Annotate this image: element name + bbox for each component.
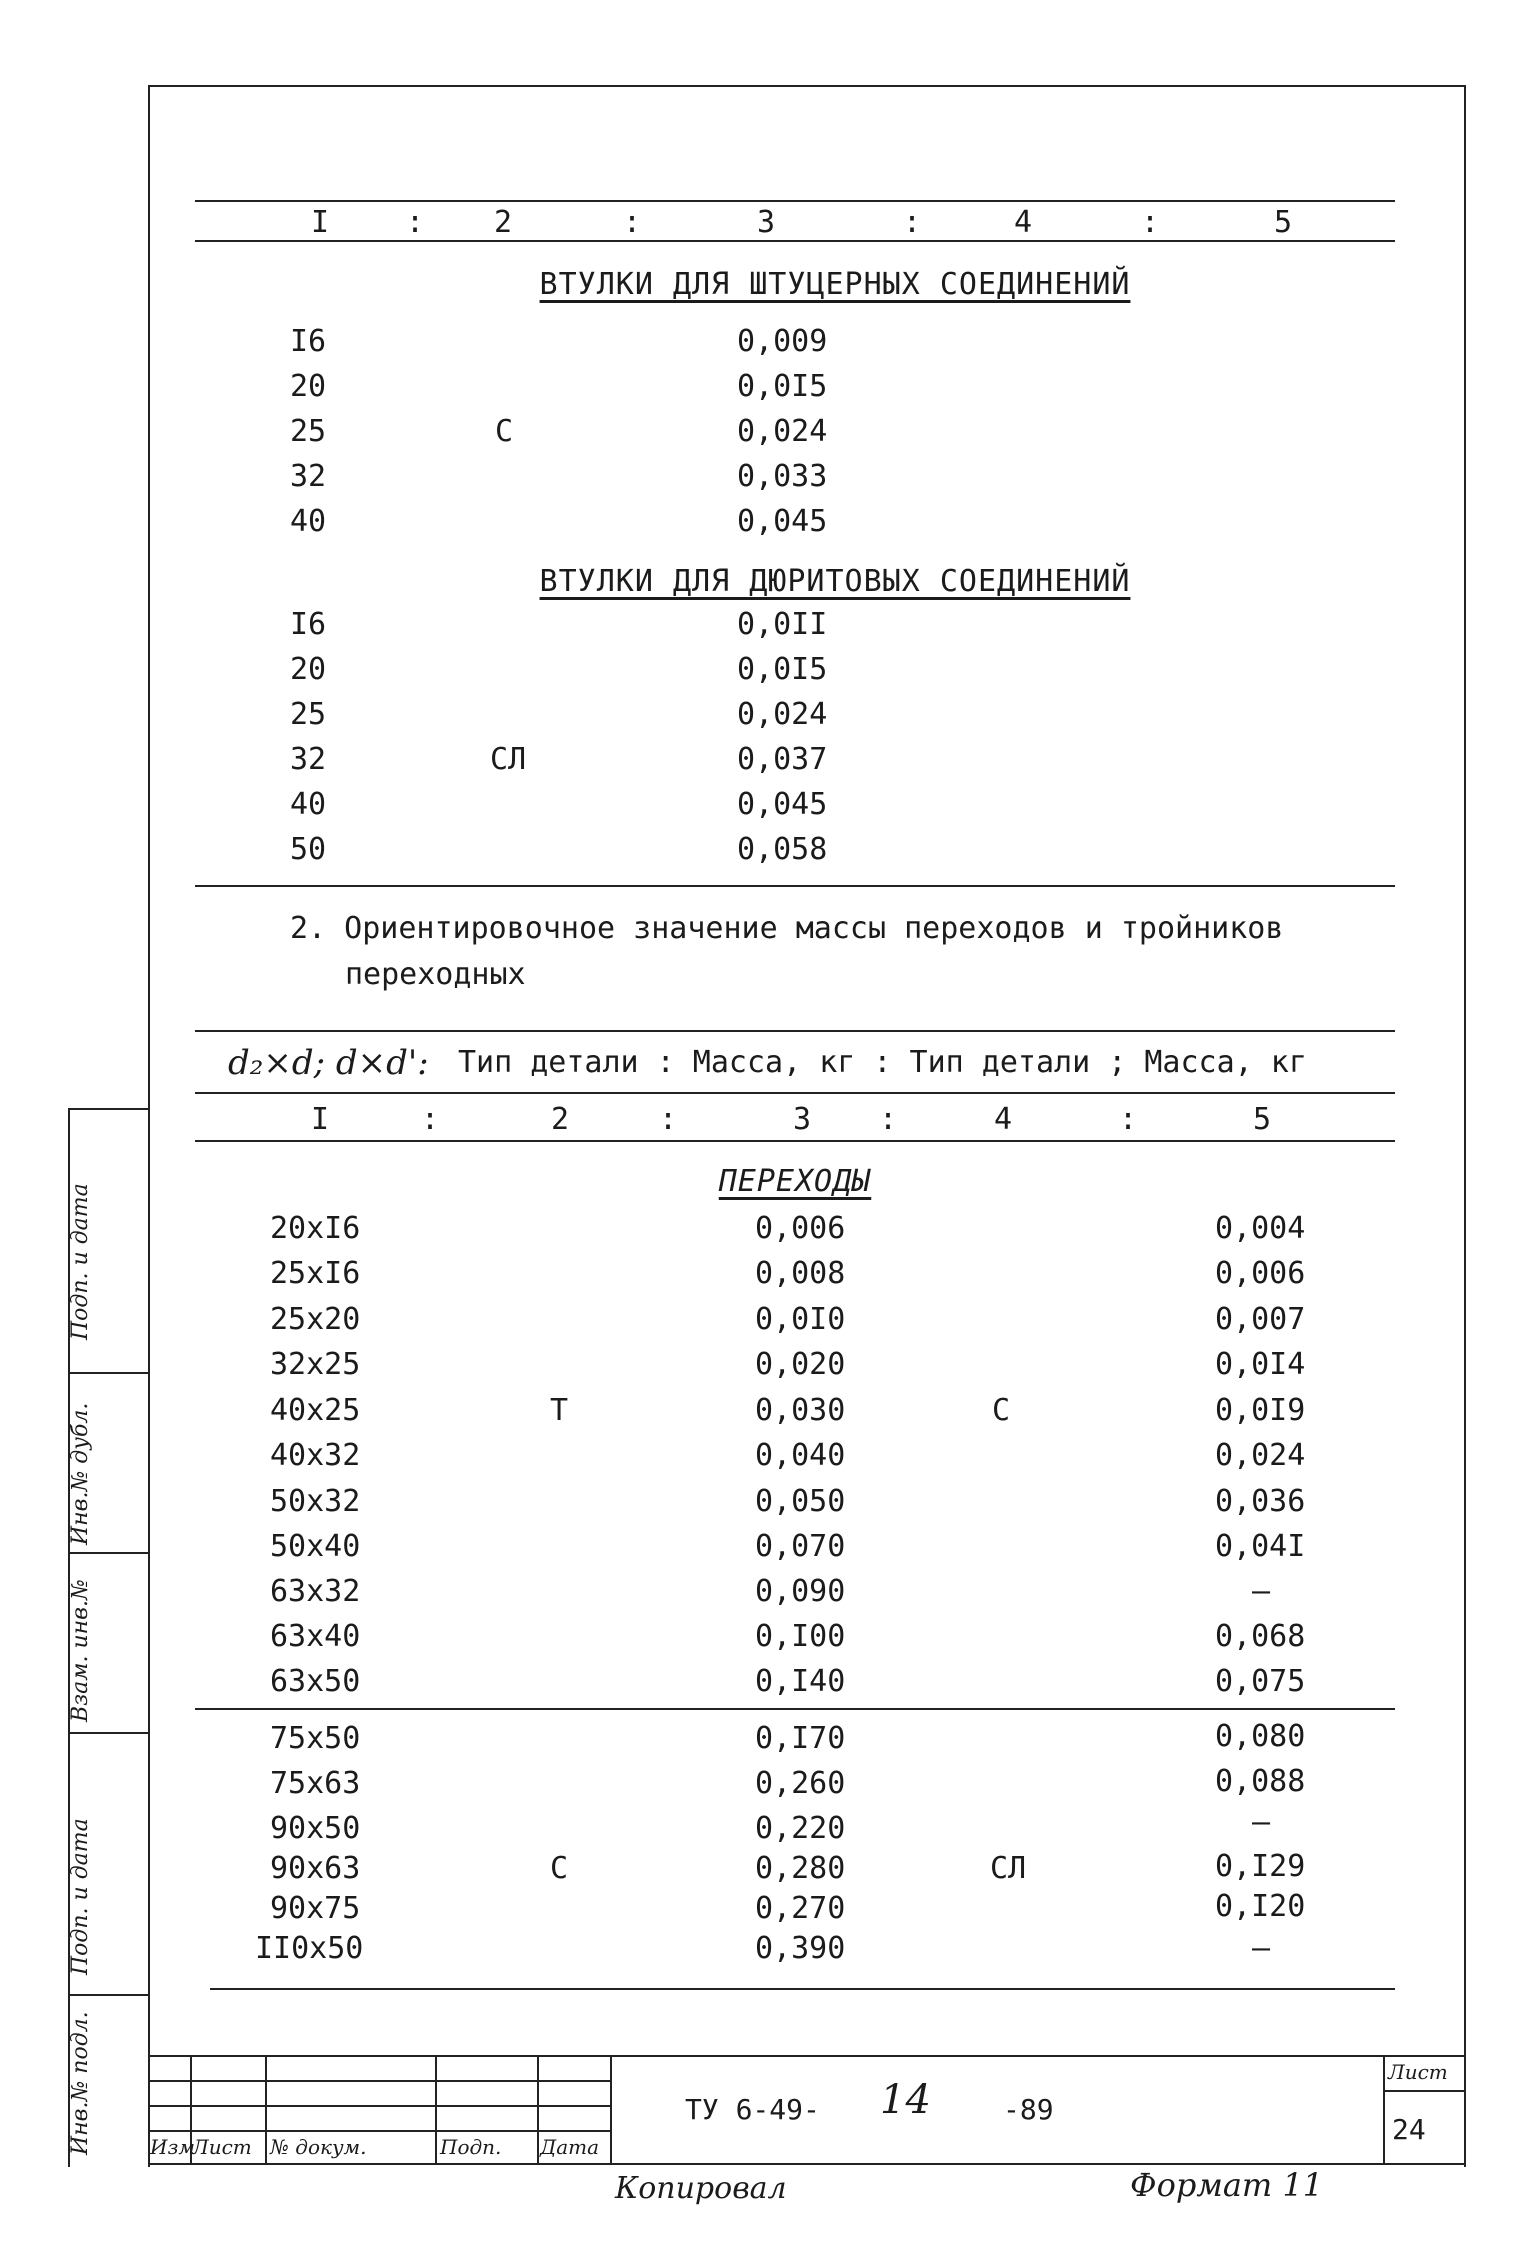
doc-code-hand: 14 (880, 2077, 931, 2123)
t1-s1-c1: 32 (290, 459, 327, 494)
t2-g2-c5: 0,I20 (1215, 1889, 1306, 1924)
t2-g2-c1: 90х75 (270, 1891, 361, 1926)
t2-g1-c5: – (1252, 1574, 1271, 1609)
side-label-vzam-inv: Взам. инв.№ (68, 1579, 93, 1722)
table2-group-rule (195, 1708, 1395, 1710)
t2-g1-c1: 40х32 (270, 1438, 361, 1473)
tb-izm: Изм (150, 2135, 195, 2159)
table1-top-rule (195, 200, 1395, 202)
t1-col-sep: : (405, 205, 425, 240)
t2-g1-c5: 0,004 (1215, 1211, 1306, 1246)
t2-col-3: 3 (792, 1102, 812, 1137)
t1-col-sep: : (902, 205, 922, 240)
section-title-perehody: ПЕРЕХОДЫ (718, 1164, 872, 1199)
t2-g2-c5: 0,088 (1215, 1764, 1306, 1799)
t2-g2-c3: 0,280 (755, 1851, 846, 1886)
t1-s2-c1: I6 (290, 607, 327, 642)
t2-g1-c3: 0,030 (755, 1393, 846, 1428)
t2-g1-c1: 32х25 (270, 1347, 361, 1382)
t1-s1-c3: 0,033 (737, 459, 828, 494)
doc-code-right: -89 (1003, 2093, 1054, 2126)
table2-top-rule (195, 1030, 1395, 1032)
section-title-shtucer: ВТУЛКИ ДЛЯ ШТУЦЕРНЫХ СОЕДИНЕНИЙ (539, 267, 1131, 302)
t2-g2-c1: 90х63 (270, 1851, 361, 1886)
side-label-inv-dubl: Инв.№ дубл. (68, 1402, 93, 1545)
t2-head-rest: Тип детали : Масса, кг : Тип детали ; Масса, кг (458, 1045, 1307, 1080)
section-title-durit: ВТУЛКИ ДЛЯ ДЮРИТОВЫХ СОЕДИНЕНИЙ (539, 564, 1131, 599)
tb-data: Дата (540, 2135, 600, 2159)
t1-s2-c3: 0,037 (737, 742, 828, 777)
t2-g2-c1: 75х50 (270, 1721, 361, 1756)
t2-g2-c5: 0,080 (1215, 1719, 1306, 1754)
t1-col-3: 3 (756, 205, 776, 240)
t2-g2-type2: С (550, 1851, 569, 1886)
t1-s2-c1: 50 (290, 832, 327, 867)
paragraph-line1: 2. Ориентировочное значение массы переходов и тройников (290, 911, 1284, 946)
t2-g1-c5: 0,006 (1215, 1256, 1306, 1291)
t2-g1-c5: 0,04I (1215, 1529, 1306, 1564)
t2-g1-c5: 0,075 (1215, 1664, 1306, 1699)
titleblock-col (435, 2055, 437, 2163)
t2-g1-c5: 0,0I4 (1215, 1347, 1306, 1382)
t2-g1-c1: 25х20 (270, 1302, 361, 1337)
table1-bottom-rule (195, 885, 1395, 887)
t2-g2-c5: – (1252, 1931, 1271, 1966)
t1-col-5: 5 (1273, 205, 1293, 240)
t2-col-sep: : (658, 1102, 678, 1137)
t2-col-sep: : (1118, 1102, 1138, 1137)
titleblock-row (148, 2080, 610, 2082)
titleblock-sheet-row (1383, 2090, 1464, 2092)
t2-g1-c3: 0,0I0 (755, 1302, 846, 1337)
side-label-inv-podl: Инв.№ подл. (68, 2011, 93, 2155)
t1-s1-c1: 25 (290, 414, 327, 449)
t2-col-sep: : (878, 1102, 898, 1137)
t2-g1-c3: 0,008 (755, 1256, 846, 1291)
t1-s1-c3: 0,045 (737, 504, 828, 539)
t2-g1-c1: 63х32 (270, 1574, 361, 1609)
t1-s2-c1: 20 (290, 652, 327, 687)
t1-s2-c3: 0,024 (737, 697, 828, 732)
side-label-podp-data-2: Подп. и дата (68, 1818, 93, 1975)
t2-g2-c1: 75х63 (270, 1766, 361, 1801)
t2-g1-c5: 0,036 (1215, 1484, 1306, 1519)
t1-col-1: I (310, 205, 330, 240)
t2-g1-c3: 0,050 (755, 1484, 846, 1519)
titleblock-col (537, 2055, 539, 2163)
t1-s2-c1: 32 (290, 742, 327, 777)
t1-col-sep: : (622, 205, 642, 240)
t2-g1-c1: 63х40 (270, 1619, 361, 1654)
t1-s2-type: СЛ (490, 742, 527, 777)
t2-g1-c3: 0,090 (755, 1574, 846, 1609)
tb-sheet-label: Лист (1388, 2060, 1448, 2084)
t2-g2-c5: – (1252, 1805, 1271, 1840)
side-label-podp-data: Подп. и дата (68, 1183, 93, 1340)
t2-col-1: I (310, 1102, 330, 1137)
t1-col-2: 2 (493, 205, 513, 240)
t1-col-4: 4 (1013, 205, 1033, 240)
footer-format: Формат 11 (1130, 2166, 1324, 2204)
t2-g1-c1: 40х25 (270, 1393, 361, 1428)
t2-g1-c3: 0,070 (755, 1529, 846, 1564)
t2-g2-c3: 0,260 (755, 1766, 846, 1801)
t2-g1-type2: Т (550, 1393, 569, 1428)
t2-g2-c3: 0,390 (755, 1931, 846, 1966)
t1-s1-c3: 0,024 (737, 414, 828, 449)
t2-head-formula: d₂×d; d×d': (228, 1043, 429, 1083)
t2-g1-c1: 50х40 (270, 1529, 361, 1564)
table2-head-rule (195, 1092, 1395, 1094)
t2-g1-c3: 0,040 (755, 1438, 846, 1473)
t1-s2-c3: 0,0II (737, 607, 828, 642)
t2-col-5: 5 (1252, 1102, 1272, 1137)
t2-g2-c3: 0,I70 (755, 1721, 846, 1756)
titleblock-top (148, 2055, 1464, 2057)
tb-sheet-number: 24 (1392, 2113, 1426, 2146)
footer-copied: Копировал (615, 2171, 787, 2206)
titleblock-row (148, 2130, 610, 2132)
t2-g2-c5: 0,I29 (1215, 1849, 1306, 1884)
t1-s2-c3: 0,058 (737, 832, 828, 867)
t2-g1-c3: 0,020 (755, 1347, 846, 1382)
t2-g1-c1: 63х50 (270, 1664, 361, 1699)
t2-g2-c3: 0,220 (755, 1811, 846, 1846)
t1-col-sep: : (1140, 205, 1160, 240)
t2-g1-c5: 0,007 (1215, 1302, 1306, 1337)
t1-s2-c1: 25 (290, 697, 327, 732)
t2-g1-c1: 25хI6 (270, 1256, 361, 1291)
doc-code-left: ТУ 6-49- (685, 2093, 820, 2126)
t2-g1-c1: 50х32 (270, 1484, 361, 1519)
table2-bottom-rule (210, 1988, 1395, 1990)
titleblock-col (1383, 2055, 1385, 2163)
tb-list: Лист (192, 2135, 252, 2159)
t1-s1-type: С (495, 414, 514, 449)
t2-g1-c1: 20хI6 (270, 1211, 361, 1246)
t2-g1-c5: 0,0I9 (1215, 1393, 1306, 1428)
t2-g2-c3: 0,270 (755, 1891, 846, 1926)
table1-header-rule (195, 240, 1395, 242)
tb-dokum: № докум. (270, 2135, 367, 2159)
t2-g1-c3: 0,I00 (755, 1619, 846, 1654)
t2-g2-c1: 90х50 (270, 1811, 361, 1846)
t1-s2-c3: 0,045 (737, 787, 828, 822)
t2-g2-c1: II0х50 (255, 1931, 364, 1966)
t1-s1-c1: 40 (290, 504, 327, 539)
t1-s1-c3: 0,0I5 (737, 369, 828, 404)
table2-header-rule (195, 1140, 1395, 1142)
titleblock-col (610, 2055, 612, 2163)
t2-col-4: 4 (993, 1102, 1013, 1137)
t1-s1-c1: 20 (290, 369, 327, 404)
t2-col-2: 2 (550, 1102, 570, 1137)
t1-s1-c1: I6 (290, 324, 327, 359)
t2-g1-c3: 0,I40 (755, 1664, 846, 1699)
t2-g1-type4: С (992, 1393, 1011, 1428)
titleblock-row (148, 2105, 610, 2107)
titleblock-col (265, 2055, 267, 2163)
tb-podp: Подп. (440, 2135, 502, 2159)
t1-s2-c1: 40 (290, 787, 327, 822)
t1-s1-c3: 0,009 (737, 324, 828, 359)
t2-g2-type4: СЛ (990, 1851, 1027, 1886)
t1-s2-c3: 0,0I5 (737, 652, 828, 687)
titleblock-bottom (148, 2163, 1464, 2165)
t2-g1-c5: 0,024 (1215, 1438, 1306, 1473)
paragraph-line2: переходных (345, 957, 526, 992)
t2-col-sep: : (420, 1102, 440, 1137)
t2-g1-c5: 0,068 (1215, 1619, 1306, 1654)
t2-g1-c3: 0,006 (755, 1211, 846, 1246)
